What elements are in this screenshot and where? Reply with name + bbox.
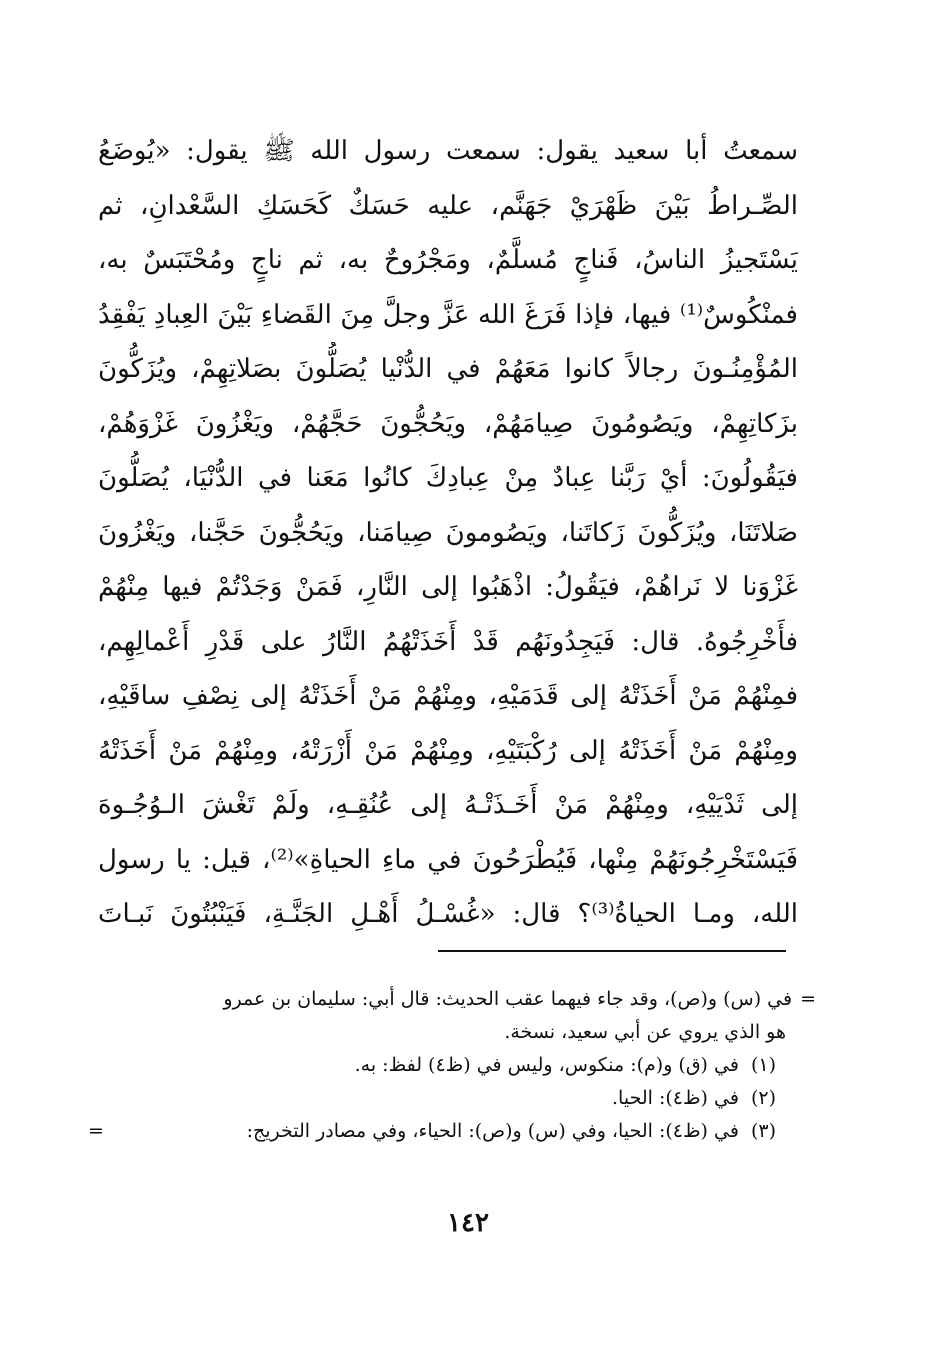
footnote-continuation-line	[88, 983, 816, 1016]
main-text-line: فمِنْهُمْ مَنْ أَخَذَتْهُ إلى قَدَمَيْهِ، ومِنْهُمْ مَنْ أَخَذَتْهُ إلى نِصْفِ ساقَيْهِ،	[98, 681, 798, 711]
main-text-line: إلى ثَدْيَيْهِ، ومِنْهُمْ مَنْ أَخَـذَتْـهُ إلى عُنُقِـهِ، ولَمْ تَغْشَ الـوُجُـوهَ	[98, 790, 798, 820]
main-text-line: فأَخْرِجُوهُ. قال: فَيَجِدُونَهُم قَدْ أَخَذَتْهُمُ النَّارُ على قَدْرِ أَعْمالِهِم،	[98, 626, 798, 657]
main-text-line: الله، ومـا الحياةُ⁽³⁾؟ قال: «غُسْـلُ أَهْـلِ الجَنَّـةِ، فَيَنْبُتُونَ نَبـاتَ	[98, 899, 798, 929]
footnote-text: في (ظ٤): الحيا.	[612, 1087, 739, 1109]
footnote-continuation-line	[88, 1016, 816, 1049]
page-number: ١٤٢	[447, 1208, 489, 1238]
footnote-continuation-text: هو الذي يروي عن أبي سعيد، نسخة.	[504, 1021, 786, 1043]
footnote-separator	[438, 950, 786, 952]
footnote-number: (١)	[750, 1054, 776, 1076]
main-text-line: سمعتُ أبا سعيد يقول: سمعت رسول الله ﷺ يقول: «يُوضَعُ	[98, 136, 798, 166]
continuation-mark: =	[800, 988, 816, 1010]
main-text-line: فمنْكُوسٌ⁽¹⁾ فيها، فإذا فَرَغَ الله عَزَّ وجلَّ مِنَ القَضاءِ بَيْنَ العِبادِ يَفْقِدُ	[98, 299, 798, 330]
main-text-body	[98, 124, 798, 942]
footnote-item	[88, 1049, 816, 1082]
main-text-line: فيَقُولُونَ: أيْ رَبَّنا عِبادٌ مِنْ عِبادِكَ كانُوا مَعَنا في الدُّنْيَا، يُصَلُّونَ	[98, 463, 798, 493]
main-text-line: فَيَسْتَخْرِجُونَهُمْ مِنْها، فَيُطْرَحُونَ في ماءِ الحياةِ»⁽²⁾، قيل: يا رسول	[98, 844, 798, 875]
footnote-number: (٢)	[750, 1087, 776, 1109]
footnote-text: في (ق) و(م): منكوس، وليس في (ظ٤) لفظ: به.	[354, 1054, 739, 1076]
footnote-item	[88, 1115, 816, 1148]
footnotes-section	[88, 983, 816, 1148]
main-text-line: بزَكاتِهِمْ، ويَصُومُونَ صِيامَهُمْ، ويَحُجُّونَ حَجَّهُمْ، ويَغْزُونَ غَزْوَهُمْ،	[98, 408, 798, 439]
main-text-line: الصِّـراطُ بَيْنَ ظَهْرَيْ جَهَنَّم، عليه حَسَكٌ كَحَسَكِ السَّعْدانِ، ثم	[98, 190, 798, 221]
main-text-line: صَلاتَنَا، ويُزَكُّونَ زَكاتَنا، ويَصُومونَ صِيامَنا، ويَحُجُّونَ حَجَّنا، ويَغْزُونَ	[98, 517, 798, 548]
main-text-line: المُؤْمِنُـونَ رجالاً كانوا مَعَهُمْ في الدُّنْيا يُصَلُّونَ بصَلاتِهِمْ، ويُزَكُّونَ	[98, 354, 798, 384]
footnote-number: (٣)	[750, 1120, 776, 1142]
main-text-line: ومِنْهُمْ مَنْ أَخَذَتْهُ إلى رُكْبَتَيْهِ، ومِنْهُمْ مَنْ أَزْرَتْهُ، ومِنْهُمْ مَنْ أَخَذَتْهُ	[98, 735, 798, 766]
footnote-item	[88, 1082, 816, 1115]
main-text-line: يَسْتَجيزُ الناسُ، فَناجٍ مُسلَّمٌ، ومَجْرُوحٌ به، ثم ناجٍ ومُحْتَبَسٌ به،	[98, 245, 798, 275]
trailing-continuation-mark: =	[88, 1120, 104, 1142]
footnote-text: في (ظ٤): الحيا، وفي (س) و(ص): الحياء، وفي مصادر التخريج:	[246, 1120, 739, 1142]
main-text-line: غَزْوَنا لا نَراهُمْ، فيَقُولُ: اذْهَبُوا إلى النَّارِ، فَمَنْ وَجَدْتُمْ فيها مِنْهُمْ	[98, 572, 798, 602]
footnote-continuation-text: في (س) و(ص)، وقد جاء فيهما عقب الحديث: قال أبي: سليمان بن عمرو	[223, 988, 793, 1010]
